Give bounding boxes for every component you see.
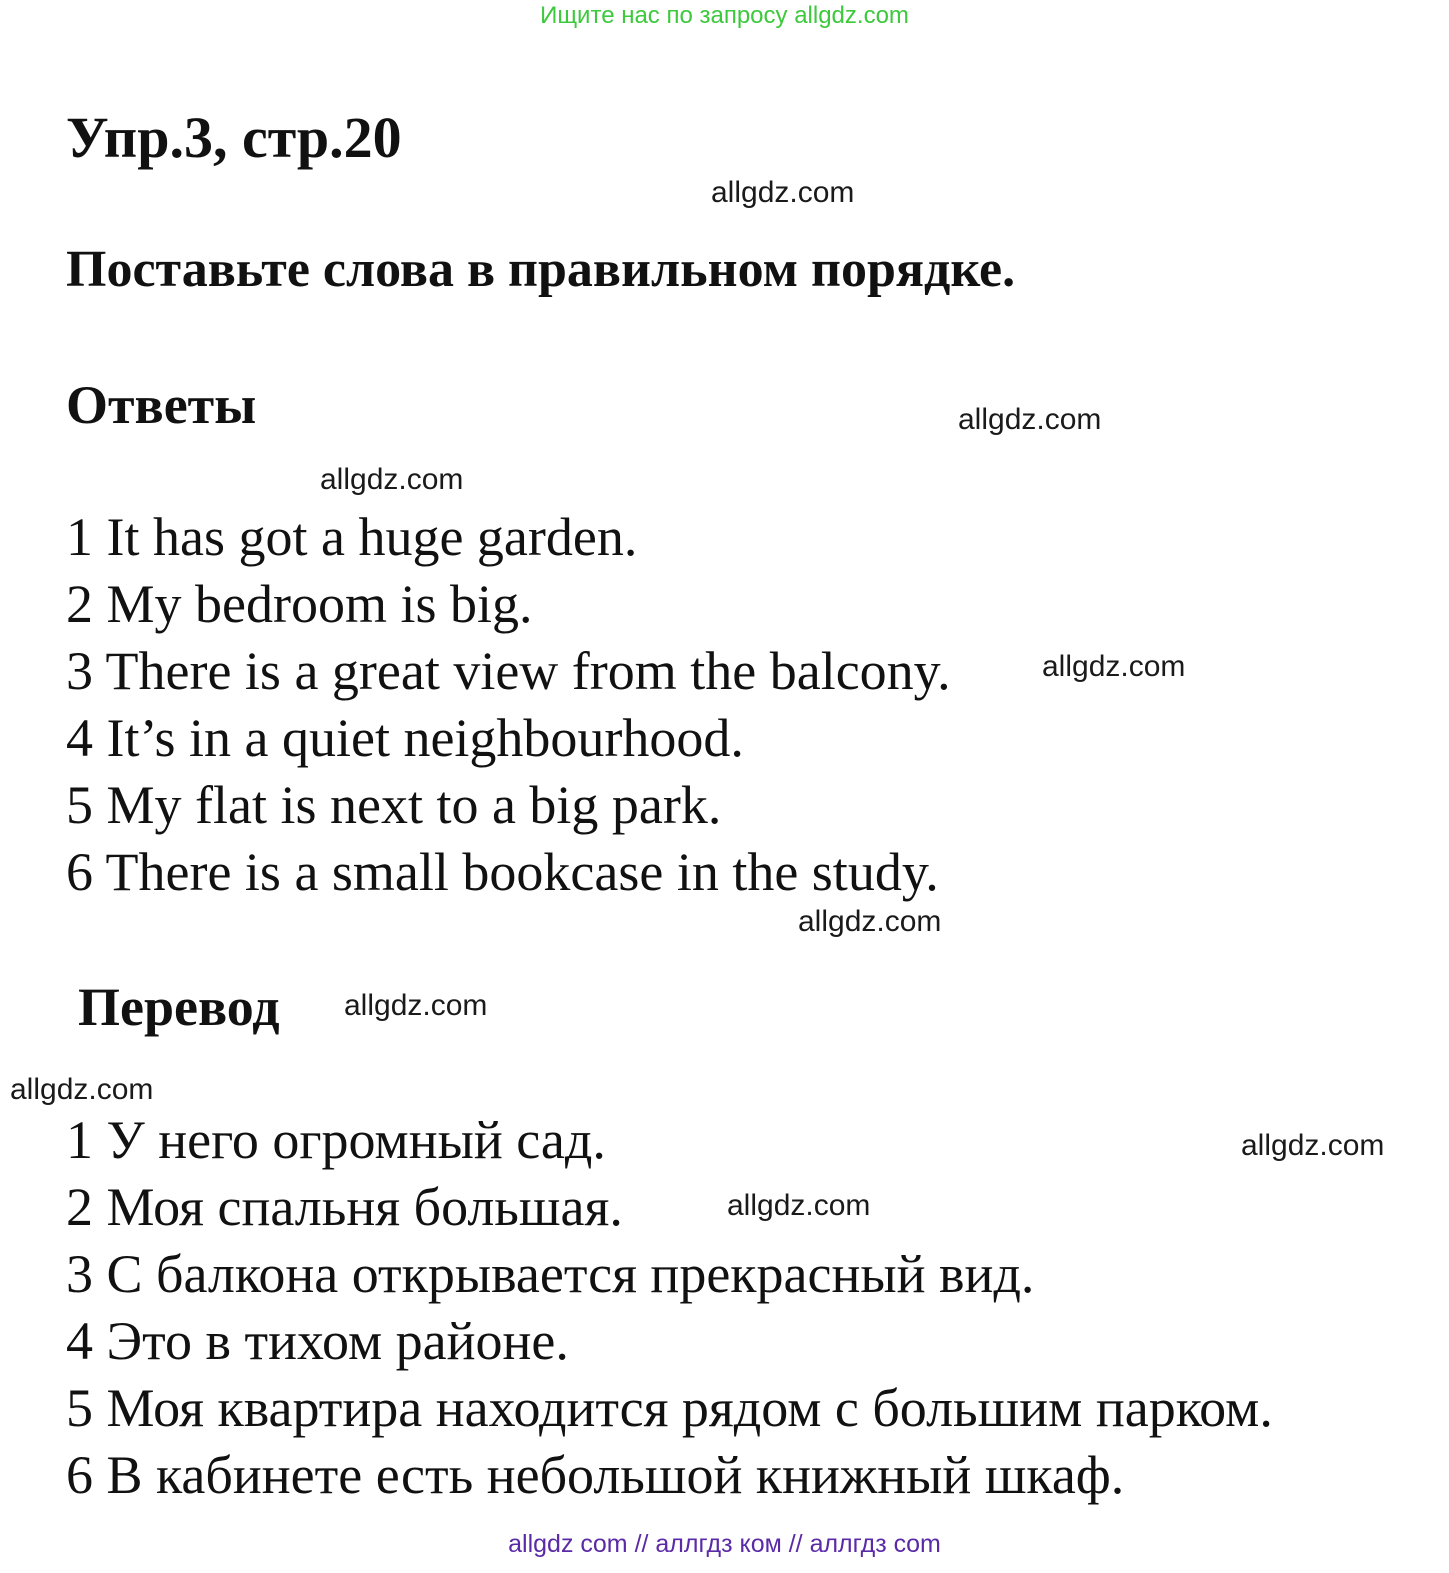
answer-line: 3 There is a great view from the balcony.: [66, 641, 951, 701]
answer-line: 4 It’s in a quiet neighbourhood.: [66, 708, 744, 768]
watermark: allgdz.com: [727, 1189, 871, 1222]
translation-line: 4 Это в тихом районе.: [66, 1311, 569, 1371]
translation-heading: Перевод: [78, 977, 280, 1037]
watermark: allgdz.com: [320, 463, 464, 496]
watermark: allgdz.com: [10, 1073, 154, 1106]
translation-line: 3 С балкона открывается прекрасный вид.: [66, 1244, 1035, 1304]
answers-heading: Ответы: [66, 375, 257, 435]
translation-line: 6 В кабинете есть небольшой книжный шкаф.: [66, 1445, 1125, 1505]
watermark: allgdz.com: [1042, 650, 1186, 683]
answer-line: 6 There is a small bookcase in the study.: [66, 842, 939, 902]
answer-line: 2 My bedroom is big.: [66, 574, 533, 634]
translation-line: 1 У него огромный сад.: [66, 1110, 606, 1170]
top-banner: Ищите нас по запросу allgdz.com: [540, 2, 909, 29]
page-title: Упр.3, стр.20: [66, 105, 402, 170]
translation-line: 2 Моя спальня большая.: [66, 1177, 623, 1237]
watermark: allgdz.com: [1241, 1129, 1385, 1162]
translation-line: 5 Моя квартира находится рядом с большим парком.: [66, 1378, 1273, 1438]
watermark: allgdz.com: [958, 403, 1102, 436]
task-instruction: Поставьте слова в правильном порядке.: [66, 241, 1016, 298]
watermark: allgdz.com: [798, 905, 942, 938]
footer-links: allgdz com // аллгдз ком // аллгдз com: [508, 1530, 941, 1558]
answer-line: 5 My flat is next to a big park.: [66, 775, 722, 835]
watermark: allgdz.com: [344, 989, 488, 1022]
watermark: allgdz.com: [711, 176, 855, 209]
answer-line: 1 It has got a huge garden.: [66, 507, 638, 567]
